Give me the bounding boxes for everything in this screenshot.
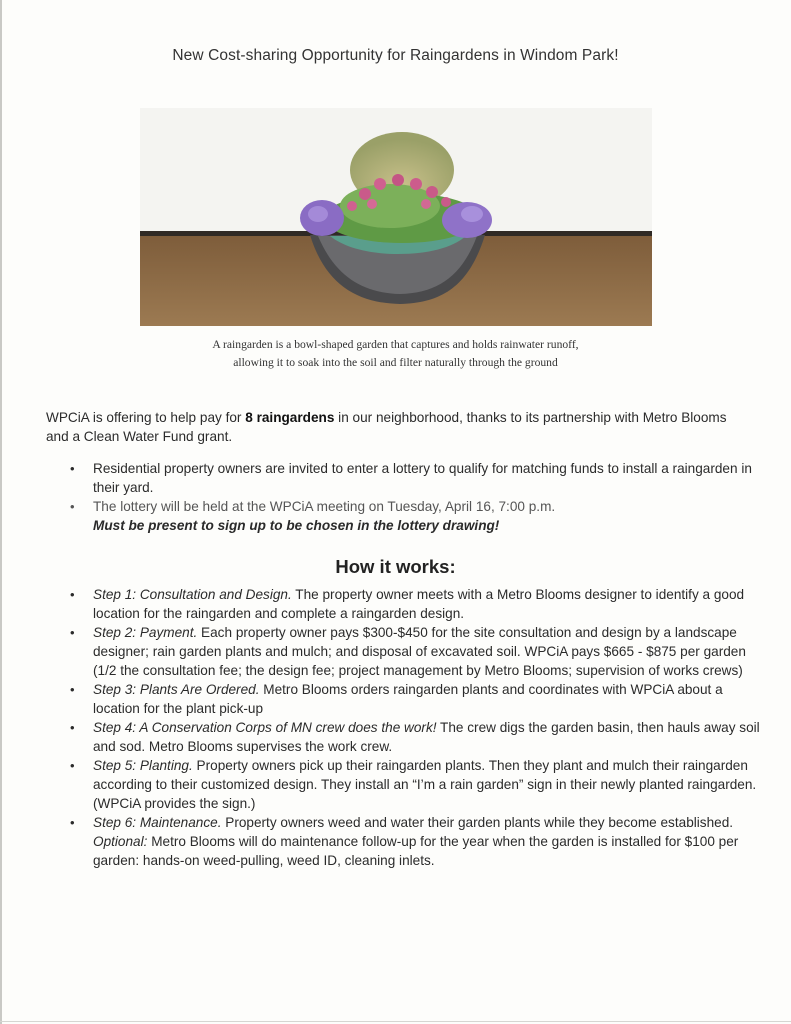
intro-bold-count: 8 raingardens (245, 410, 335, 425)
bullet-icon: • (70, 499, 75, 514)
step-name: Step 1: Consultation and Design. (93, 587, 292, 602)
list-item (66, 718, 772, 756)
page-edge-bottom (0, 1021, 791, 1022)
bullet-icon: • (70, 587, 75, 602)
step-name: Step 2: Payment. (93, 625, 198, 640)
step-text: Each property owner pays $300-$450 for the site consultation and design by a landscape designer; rain garden plants and mulch; and disposal of excavated soil. WPCiA pays $665 - $875 per garden (1/2 the consultation fee; the design fee; project management by Metro Blooms; supervision of works crews) (93, 625, 746, 678)
caption-line: A raingarden is a bowl-shaped garden that captures and holds rainwater runoff, (212, 338, 579, 351)
lottery-list (66, 459, 766, 535)
list-item (66, 680, 772, 718)
list-item (66, 756, 772, 813)
step-text: The crew digs the garden basin, then hauls away soil and sod. Metro Blooms supervises the work crew. (93, 720, 760, 754)
lottery-emphasis: Must be present to sign up to be chosen in the lottery drawing! (93, 518, 500, 533)
step-name: Step 5: Planting. (93, 758, 193, 773)
list-item (66, 497, 766, 535)
step-text: Metro Blooms will do maintenance follow-up for the year when the garden is installed for $100 per garden: hands-on weed-pulling, weed ID, cleaning inlets. (93, 834, 739, 868)
heading-suffix: : (449, 556, 456, 577)
bullet-icon: • (70, 815, 75, 830)
document-title: New Cost-sharing Opportunity for Raingardens in Windom Park! (172, 47, 619, 64)
intro-text: in our neighborhood, thanks to its partnership with Metro Blooms and a Clean Water Fund grant. (46, 410, 727, 444)
heading-text: How it works (335, 556, 450, 577)
bullet-icon: • (70, 720, 75, 735)
bullet-icon: • (70, 758, 75, 773)
list-item-text: Residential property owners are invited to enter a lottery to qualify for matching funds to install a raingarden in their yard. (93, 461, 752, 495)
bullet-icon: • (70, 461, 75, 476)
list-item (66, 459, 766, 497)
step-name: Step 6: Maintenance. (93, 815, 222, 830)
bullet-icon: • (70, 625, 75, 640)
raingarden-illustration (140, 108, 652, 326)
list-item (66, 813, 772, 870)
optional-label: Optional: (93, 834, 148, 849)
step-text: Metro Blooms orders raingarden plants and coordinates with WPCiA about a location for the plant pick-up (93, 682, 723, 716)
list-item-text: The lottery will be held at the WPCiA meeting on Tuesday, April 16, 7:00 p.m. (93, 499, 556, 514)
step-name: Step 4: A Conservation Corps of MN crew does the work! (93, 720, 437, 735)
step-text: Property owners weed and water their garden plants while they become established. (221, 815, 734, 830)
step-name: Step 3: Plants Are Ordered. (93, 682, 260, 697)
section-heading (0, 556, 791, 578)
steps-list (66, 585, 772, 870)
list-item (66, 623, 772, 680)
step-text: Property owners pick up their raingarden plants. Then they plant and mulch their raingarden according to their customized design. They install an “I’m a rain garden” sign in their newly planted raingarden. (WPCiA provides the sign.) (93, 758, 757, 811)
list-item (66, 585, 772, 623)
caption-line: allowing it to soak into the soil and filter naturally through the ground (233, 356, 558, 369)
page-edge (0, 0, 2, 1024)
intro-paragraph (46, 408, 746, 446)
bullet-icon: • (70, 682, 75, 697)
intro-text: WPCiA is offering to help pay for (46, 410, 246, 425)
step-text: The property owner meets with a Metro Blooms designer to identify a good location for the raingarden and complete a raingarden design. (93, 587, 745, 621)
illustration-caption (0, 336, 791, 372)
